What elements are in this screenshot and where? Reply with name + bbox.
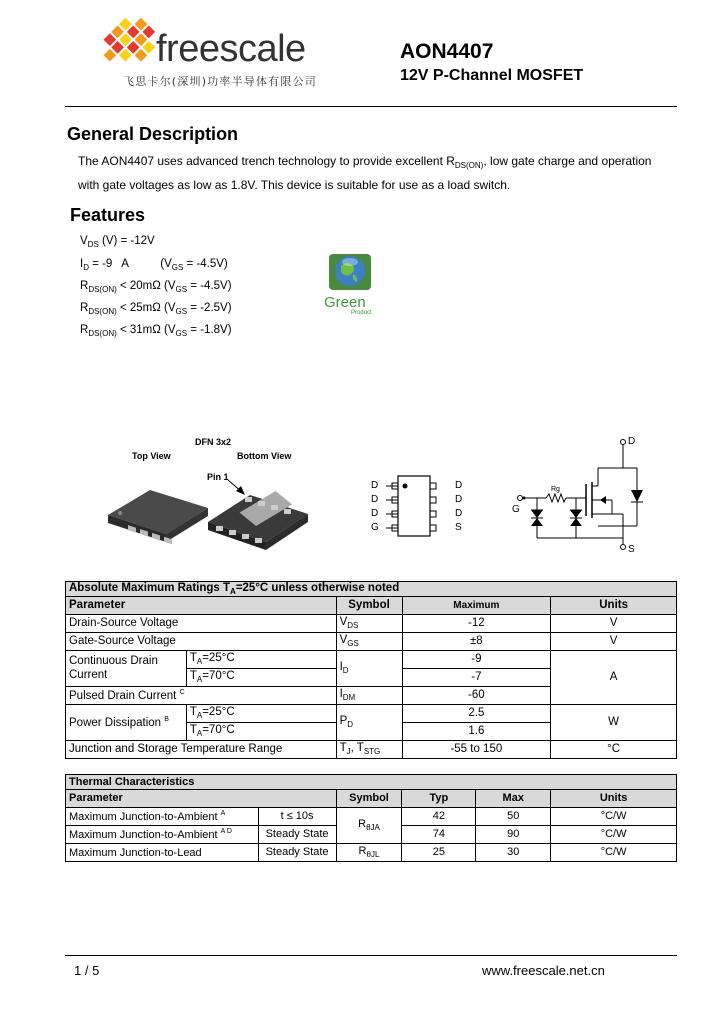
pin-right-7: D [455, 494, 463, 505]
bottom-view-package [208, 491, 308, 550]
header-symbol: Symbol [336, 597, 402, 615]
thermal-header-units: Units [551, 790, 677, 808]
pin-right-5: S [455, 522, 462, 533]
package-name: DFN 3x2 [195, 437, 232, 447]
table-row: Maximum Junction-to-Ambient $^{A D}$ Steady State 74 90 °C/W [66, 826, 677, 844]
pin-right-6: D [455, 508, 463, 519]
website-link[interactable]: www.freescale.net.cn [482, 963, 605, 978]
pin-right-8: D [455, 480, 463, 491]
schematic-drain-label: D [628, 436, 636, 447]
green-badge-label: Green [324, 294, 366, 311]
pin1-label: Pin 1 [207, 472, 229, 482]
general-description-line-2: with gate voltages as low as 1.8V. This device is suitable for use as a load switch. [78, 178, 511, 192]
table-row: Maximum Junction-to-Lead Steady State $R_{\theta JL}$ 25 30 °C/W [66, 844, 677, 862]
pin-left-4: G [371, 522, 379, 533]
green-badge-sublabel: Product [351, 310, 372, 316]
globe-leaf-icon [323, 252, 378, 292]
table-row: Maximum Junction-to-Ambient $^A$ t ≤ 10s $R_{\theta JA}$ 42 50 °C/W [66, 808, 677, 826]
thermal-header-max: Max [476, 790, 551, 808]
brand-name: freescale [156, 28, 306, 70]
green-product-badge [323, 252, 378, 318]
page-number: 1 / 5 [74, 963, 100, 978]
table-row: Power Dissipation $^B$ $T_A=25^\circ C$ $P_D$ 2.5 W [66, 705, 677, 723]
thermal-table [65, 774, 677, 862]
general-description-title: General Description [67, 124, 239, 144]
thermal-header-typ: Typ [402, 790, 476, 808]
top-view-label: Top View [132, 451, 171, 461]
schematic-rg-label: Rg [551, 486, 560, 493]
feature-rdson-45: $R_{DS(ON)} < 20m\Omega$ $(V_{GS} = -4.5V)$ [80, 280, 232, 294]
table-row: Gate-Source Voltage $V_{GS}$ ±8 V [66, 633, 677, 651]
thermal-header-symbol: Symbol [336, 790, 402, 808]
footer-divider [65, 955, 677, 956]
mosfet-schematic [510, 438, 650, 553]
pin-left-2: D [371, 494, 379, 505]
pin-left-1: D [371, 480, 379, 491]
pin-left-3: D [371, 508, 379, 519]
header-maximum: Maximum [402, 597, 551, 615]
header-divider [65, 106, 677, 107]
package-drawing [100, 470, 310, 555]
feature-rdson-25: $R_{DS(ON)} < 25m\Omega$ $(V_{GS} = -2.5V)$ [80, 302, 232, 316]
part-description: 12V P-Channel MOSFET [400, 67, 584, 84]
abs-max-header-row [66, 597, 677, 615]
part-number: AON4407 [400, 40, 494, 63]
table-row: Pulsed Drain Current $^C$ $I_{DM}$ -60 [66, 687, 677, 705]
header-units: Units [551, 597, 677, 615]
thermal-title-row: Thermal Characteristics [66, 775, 677, 790]
feature-id: $I_D = -9$ A $(V_{GS} = -4.5V)$ [80, 258, 228, 272]
table-row: $T_A=70^\circ C$ 1.6 [66, 723, 677, 741]
top-view-package [108, 490, 208, 544]
absolute-max-table [65, 581, 677, 759]
feature-rdson-18: $R_{DS(ON)} < 31m\Omega$ $(V_{GS} = -1.8V)$ [80, 324, 232, 338]
abs-max-title-row: Absolute Maximum Ratings $T_A=25^\circ C$ unless otherwise noted [66, 582, 677, 597]
schematic-source-label: S [628, 544, 635, 555]
features-title: Features [70, 205, 146, 225]
freescale-logo-mark [90, 12, 158, 80]
general-description-line-1: The AON4407 uses advanced trench technology to provide excellent $R_{DS(ON)}$, low gate charge and operation [78, 154, 652, 170]
table-row: Continuous Drain Current $T_A=25^\circ C$ $I_D$ -9 A [66, 651, 677, 669]
feature-vds: $V_{DS}$ (V) = -12V [80, 235, 155, 249]
table-row: $T_A=70^\circ C$ -7 [66, 669, 677, 687]
thermal-header-parameter: Parameter [66, 790, 337, 808]
table-row: Junction and Storage Temperature Range $T_J$, $T_{STG}$ -55 to 150 °C [66, 741, 677, 759]
brand-chinese-name: 飞思卡尔(深圳)功率半导体有限公司 [123, 75, 317, 88]
thermal-header-row [66, 790, 677, 808]
pinout-diagram [378, 475, 438, 537]
header-parameter: Parameter [66, 597, 337, 615]
bottom-view-label: Bottom View [237, 451, 292, 461]
table-row: Drain-Source Voltage $V_{DS}$ -12 V [66, 615, 677, 633]
schematic-gate-label: G [512, 504, 520, 515]
